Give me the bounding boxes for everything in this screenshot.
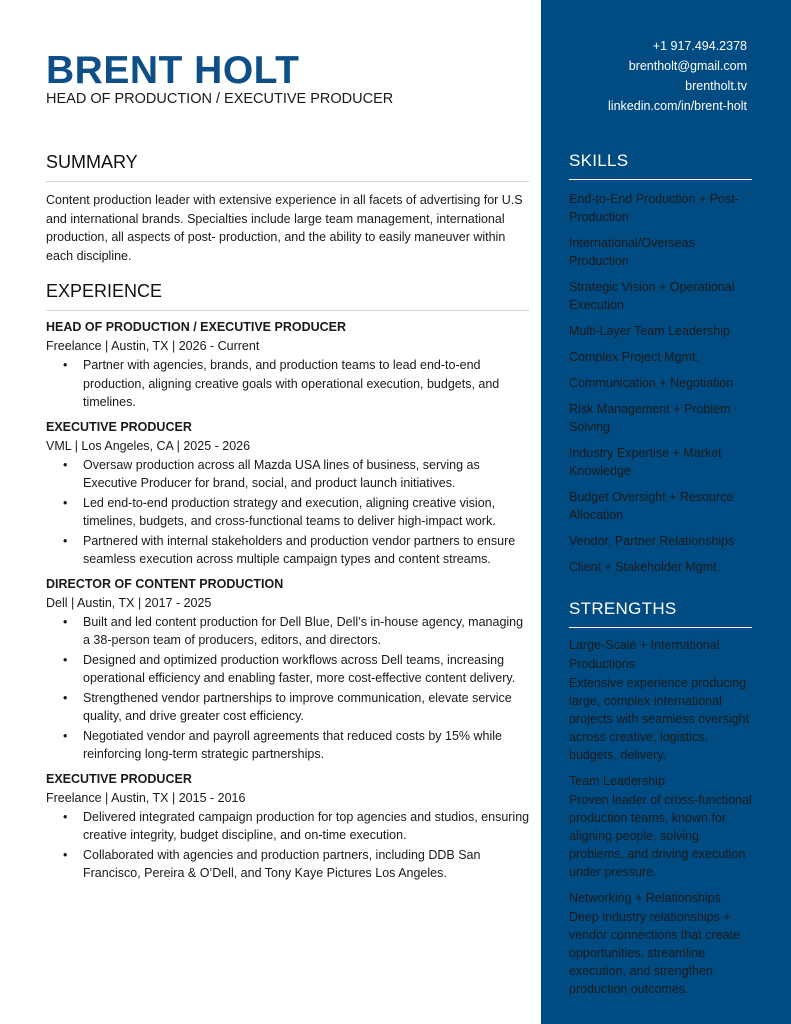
job-title: EXECUTIVE PRODUCER [46,419,192,434]
job-entry [46,575,530,764]
skill-item: Vendor, Partner Relationships [569,534,735,548]
job-bullets [46,613,530,764]
job-bullet: • Partner with agencies, brands, and production teams to lead end-to-end production, aligning creative goals with operational execution, budgets, and timelines. [83,356,530,412]
strength-item [569,636,752,764]
strength-title: Large-Scale + International Productions [569,638,720,671]
strength-description: Extensive experience producing large, complex international projects with seamless oversight across creative, logistics, budgets, delivery. [569,676,749,762]
strength-title: Networking + Relationships [569,891,721,905]
job-meta: VML | Los Angeles, CA | 2025 - 2026 [46,438,251,453]
skills-heading: SKILLS [569,151,752,180]
strength-description: Deep industry relationships + vendor connections that create opportunities, streamline execution, and strengthen production outcomes. [569,910,740,996]
skill-item: Complex Project Mgmt. [569,350,699,364]
strength-description: Proven leader of cross-functional production teams, known for aligning people, solving problems, and driving execution under pressure. [569,793,752,879]
contact-website[interactable]: brentholt.tv [685,79,747,93]
skills-section [569,151,752,584]
skill-item: End-to-End Production + Post-Production [569,192,739,224]
strength-title: Team Leadership [569,774,665,788]
strength-item [569,889,752,998]
job-bullet: • Built and led content production for Dell Blue, Dell’s in-house agency, managing a 38-person team of producers, editors, and directors. [83,613,530,650]
contact-linkedin[interactable]: linkedin.com/in/brent-holt [608,99,747,113]
skill-item: Communication + Negotiation [569,376,734,390]
contact-phone[interactable]: +1 917.494.2378 [652,39,747,53]
job-meta: Dell | Austin, TX | 2017 - 2025 [46,595,212,610]
candidate-name: BRENT HOLT [46,49,300,92]
experience-heading: EXPERIENCE [46,281,529,311]
skill-item: Budget Oversight + Resource Allocation [569,490,734,522]
job-title: EXECUTIVE PRODUCER [46,771,192,786]
job-meta: Freelance | Austin, TX | 2026 - Current [46,339,260,353]
skill-item: Client + Stakeholder Mgmt. [569,560,721,574]
job-bullet: • Strengthened vendor partnerships to improve communication, elevate service quality, and drive greater cost efficiency. [83,689,530,726]
candidate-title: HEAD OF PRODUCTION / EXECUTIVE PRODUCER [46,91,394,107]
summary-text: Content production leader with extensive experience in all facets of advertising for U.S and international brands. Specialties include large team management, international production, all aspects of post- production, and the ability to easily maneuver within each discipline. [46,193,523,263]
strengths-section [569,599,752,998]
strength-item [569,772,752,881]
skill-item: Industry Expertise + Market Knowledge [569,446,722,478]
job-title: DIRECTOR OF CONTENT PRODUCTION [46,576,284,591]
job-bullets [46,356,530,412]
job-bullet: • Partnered with internal stakeholders and production vendor partners to ensure seamless execution across multiple campaign types and content streams. [83,532,530,569]
job-bullet: • Designed and optimized production workflows across Dell teams, increasing operational efficiency and enabling faster, more cost-effective content delivery. [83,651,530,688]
contact-block [608,36,747,116]
job-bullet: • Negotiated vendor and payroll agreements that reduced costs by 15% while reinforcing long-term strategic partnerships. [83,727,530,764]
contact-email[interactable]: brentholt@gmail.com [628,59,747,73]
job-bullets [46,456,530,569]
skill-item: Multi-Layer Team Leadership [569,324,730,338]
summary-heading: SUMMARY [46,152,529,182]
job-bullet: • Oversaw production across all Mazda USA lines of business, serving as Executive Producer for brand, social, and product launch initiatives. [83,456,530,493]
job-meta: Freelance | Austin, TX | 2015 - 2016 [46,790,246,805]
skills-list [569,190,752,576]
skill-item: Risk Management + Problem Solving [569,402,731,434]
job-title: HEAD OF PRODUCTION / EXECUTIVE PRODUCER [46,320,347,334]
job-bullet: • Collaborated with agencies and production partners, including DDB San Francisco, Pereira & O’Dell, and Tony Kaye Pictures Los Angeles. [83,846,530,883]
job-entry [46,418,530,569]
skill-item: Strategic Vision + Operational Execution [569,280,735,312]
job-bullet: • Delivered integrated campaign production for top agencies and studios, ensuring creative integrity, budget discipline, and on-time execution. [83,808,530,845]
skill-item: International/Overseas Production [569,236,695,268]
strengths-heading: STRENGTHS [569,599,752,628]
experience-list [46,318,530,889]
job-entry [46,318,530,412]
job-bullet: • Led end-to-end production strategy and execution, aligning creative vision, timelines, budgets, and cross-functional teams to deliver high-impact work. [83,494,530,531]
job-bullets [46,808,530,883]
job-entry [46,770,530,883]
